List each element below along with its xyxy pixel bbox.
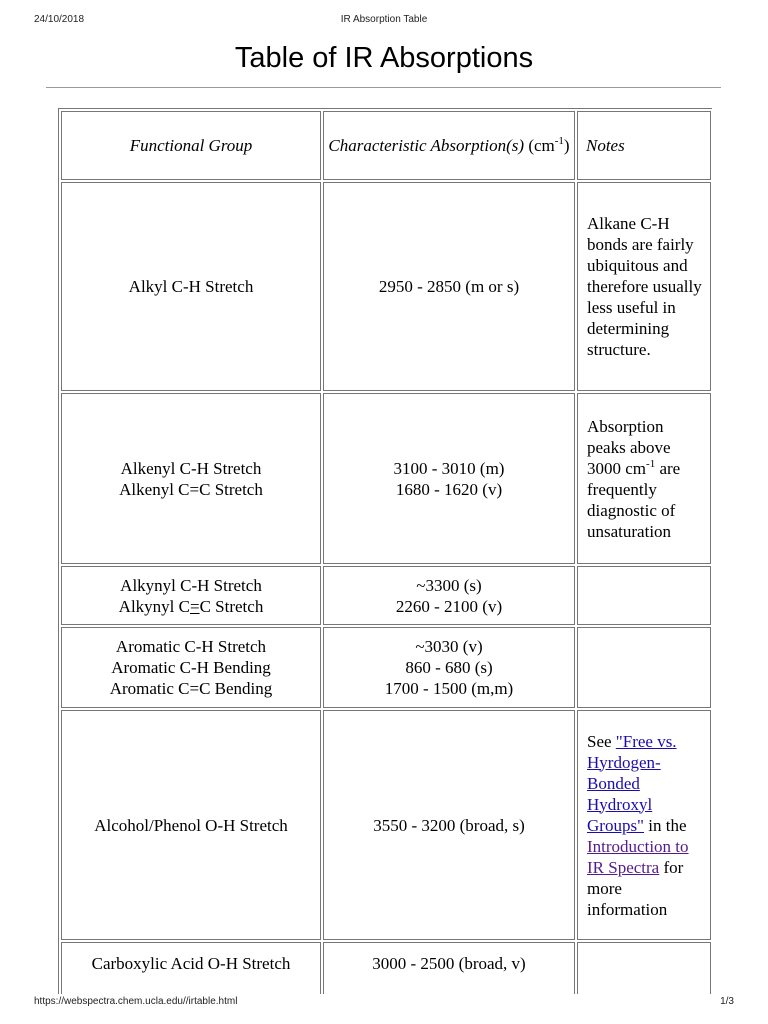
- cell-notes: [577, 566, 711, 625]
- print-footer: [0, 996, 768, 1012]
- cell-notes: [577, 942, 711, 994]
- cell-notes: Absorption peaks above 3000 $cm^{-1}$ are frequently diagnostic of unsaturation: [577, 393, 711, 564]
- cell-absorption: ~3030 (v) 860 - 680 (s) 1700 - 1500 (m,m): [323, 627, 575, 708]
- print-page-number: 1/3: [720, 996, 734, 1007]
- cell-functional-group: Aromatic C-H Stretch Aromatic C-H Bending Aromatic C=C Bending: [61, 627, 321, 708]
- cell-absorption: 2950 - 2850 (m or s): [323, 182, 575, 391]
- table-row: [61, 942, 711, 994]
- cell-absorption: 3550 - 3200 (broad, s): [323, 710, 575, 940]
- ir-table-container: [58, 108, 712, 994]
- cell-functional-group: Alcohol/Phenol O-H Stretch: [61, 710, 321, 940]
- page-title: Table of IR Absorptions: [234, 42, 534, 74]
- cell-absorption: 3100 - 3010 (m) 1680 - 1620 (v): [323, 393, 575, 564]
- header-notes: Notes: [577, 111, 711, 180]
- header-functional-group: Functional Group: [61, 111, 321, 180]
- title-divider: [46, 87, 721, 88]
- table-row: [61, 566, 711, 625]
- print-page-title: IR Absorption Table: [340, 14, 428, 25]
- table-row: [61, 393, 711, 564]
- header-unit: $(cm^{-1})$: [528, 135, 570, 155]
- cell-notes: Alkane C-H bonds are fairly ubiquitous and therefore usually less useful in determining structure.: [577, 182, 711, 391]
- ir-absorption-table: [58, 108, 712, 994]
- triple-bond-symbol: =: [189, 596, 200, 616]
- table-header-row: [61, 111, 711, 180]
- cell-absorption: 3000 - 2500 (broad, v): [323, 942, 575, 994]
- print-date: 24/10/2018: [34, 14, 85, 25]
- intro-to-ir-spectra-link[interactable]: Introduction to IR Spectra: [587, 836, 689, 877]
- cell-functional-group: Alkyl C-H Stretch: [61, 182, 321, 391]
- table-row: [61, 710, 711, 940]
- cell-functional-group: Alkenyl C-H Stretch Alkenyl C=C Stretch: [61, 393, 321, 564]
- cell-notes: [577, 627, 711, 708]
- cell-functional-group: Carboxylic Acid O-H Stretch: [61, 942, 321, 994]
- table-row: [61, 627, 711, 708]
- cell-functional-group: Alkynyl C-H Stretch Alkynyl C=C Stretch: [61, 566, 321, 625]
- cell-absorption: ~3300 (s) 2260 - 2100 (v): [323, 566, 575, 625]
- header-characteristic-absorption: Characteristic Absorption(s) $(cm^{-1})$: [323, 111, 575, 180]
- cell-notes: See "Free vs. Hyrdogen-Bonded Hydroxyl Groups" in the Introduction to IR Spectra for more information: [577, 710, 711, 940]
- free-vs-hbonded-hydroxyl-link[interactable]: "Free vs. Hyrdogen-Bonded Hydroxyl Groups": [587, 731, 677, 835]
- print-url: https://webspectra.chem.ucla.edu//irtable.html: [34, 996, 238, 1007]
- table-row: [61, 182, 711, 391]
- print-header: [0, 14, 768, 30]
